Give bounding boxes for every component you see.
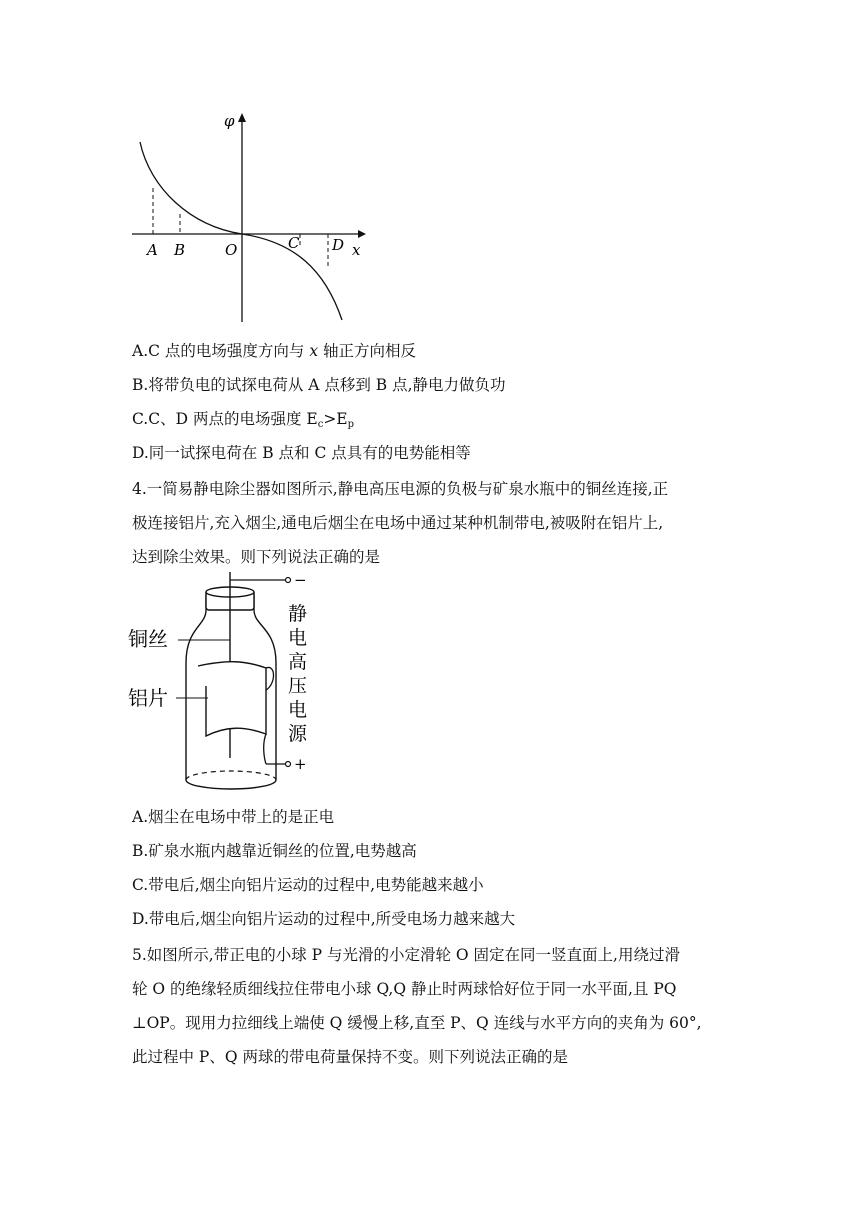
aluminum-foil xyxy=(198,662,266,736)
q3-option-c-sub1: c xyxy=(317,419,324,430)
potential-graph xyxy=(120,108,380,326)
q3-option-c xyxy=(132,408,354,436)
y-axis-arrow xyxy=(238,113,246,122)
precipitator-figure xyxy=(126,568,326,800)
q4-stem xyxy=(132,472,732,574)
y-axis-label: φ xyxy=(224,112,235,130)
q4-stem-line: 极连接铝片,充入烟尘,通电后烟尘在电场中通过某种机制带电,被吸附在铝片上, xyxy=(132,514,664,532)
copper-label: 铜丝 xyxy=(128,627,168,651)
negative-sign: − xyxy=(294,571,307,589)
q4-option-c: C.带电后,烟尘向铝片运动的过程中,电势能越来越小 xyxy=(132,876,484,894)
q4-option-b: B.矿泉水瓶内越靠近铜丝的位置,电势越高 xyxy=(132,842,417,860)
point-label-b: B xyxy=(174,241,186,259)
q4-option-d: D.带电后,烟尘向铝片运动的过程中,所受电场力越来越大 xyxy=(132,910,516,928)
bottle-bottom-back xyxy=(186,771,276,780)
potential-curve xyxy=(140,142,345,320)
negative-terminal xyxy=(286,578,291,583)
q5-stem-line: 5.如图所示,带正电的小球 P 与光滑的小定滑轮 O 固定在同一竖直面上,用绕过滑 xyxy=(132,946,680,964)
q3-option-a xyxy=(132,340,416,362)
bottle-bottom-front xyxy=(186,780,276,789)
source-label-char: 压 xyxy=(288,675,308,697)
q4-stem-line: 达到除尘效果。则下列说法正确的是 xyxy=(132,548,381,566)
q3-option-a-prefix: A.C 点的电场强度方向与 xyxy=(132,342,310,360)
q3-option-c-prefix: C.C、D 两点的电场强度 E xyxy=(132,410,318,428)
q3-option-a-var: x xyxy=(309,342,319,360)
q5-stem-line: 轮 O 的绝缘轻质细线拉住带电小球 Q,Q 静止时两球恰好位于同一水平面,且 PQ xyxy=(132,980,677,998)
point-label-a: A xyxy=(147,241,158,259)
q3-option-d: D.同一试探电荷在 B 点和 C 点具有的电势能相等 xyxy=(132,444,471,462)
source-label-char: 高 xyxy=(288,651,308,673)
source-label-char: 源 xyxy=(288,723,308,745)
source-label-char: 电 xyxy=(288,699,308,721)
point-label-c: C xyxy=(288,234,300,252)
aluminum-label: 铝片 xyxy=(128,686,168,710)
source-label-char: 电 xyxy=(288,627,308,649)
q3-option-c-mid: >E xyxy=(323,410,348,428)
positive-terminal xyxy=(286,762,291,767)
point-label-o: O xyxy=(225,241,238,259)
q5-stem-line: 此过程中 P、Q 两球的带电荷量保持不变。则下列说法正确的是 xyxy=(132,1048,568,1066)
q5-stem-line: ⊥OP。现用力拉细线上端使 Q 缓慢上移,直至 P、Q 连线与水平方向的夹角为 60°, xyxy=(132,1014,702,1032)
q3-option-b: B.将带负电的试探电荷从 A 点移到 B 点,静电力做负功 xyxy=(132,376,506,394)
q4-option-a: A.烟尘在电场中带上的是正电 xyxy=(132,808,335,826)
point-label-d: D xyxy=(332,236,345,254)
positive-sign: + xyxy=(294,755,307,773)
q3-option-a-suffix: 轴正方向相反 xyxy=(318,342,417,360)
source-label-char: 静 xyxy=(288,603,308,625)
q4-stem-line: 4.一简易静电除尘器如图所示,静电高压电源的负极与矿泉水瓶中的铜丝连接,正 xyxy=(132,480,669,498)
x-axis-arrow xyxy=(358,230,366,238)
q5-stem xyxy=(132,938,732,1074)
q3-option-c-sub2: p xyxy=(347,419,355,430)
x-axis-label: x xyxy=(352,241,361,259)
